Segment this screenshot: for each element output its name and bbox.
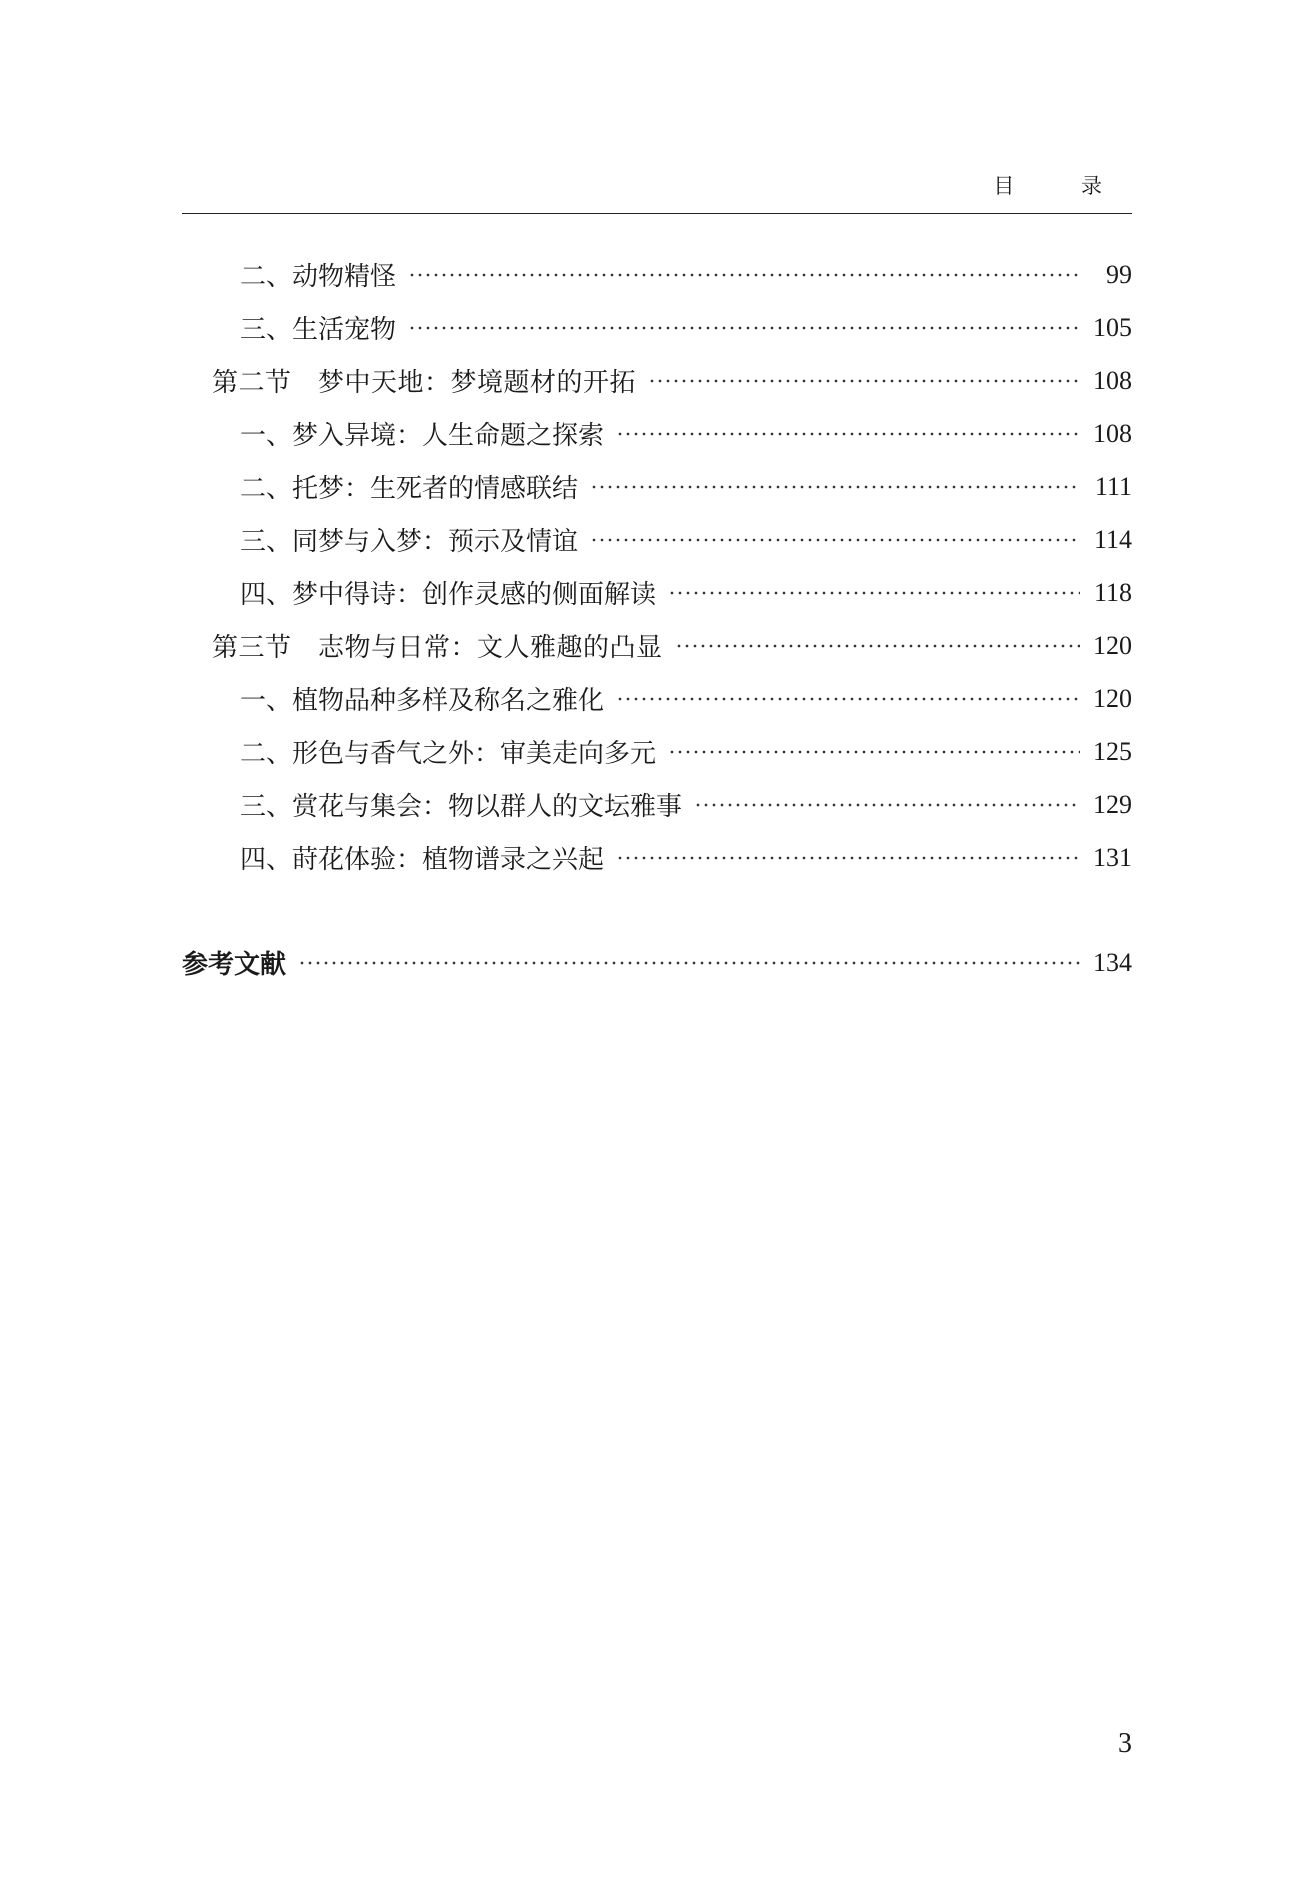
toc-entry-page: 131 (1093, 842, 1132, 872)
toc-entry[interactable] (182, 301, 1132, 354)
toc-entry-page: 125 (1093, 736, 1132, 766)
toc-entry-page: 99 (1106, 259, 1132, 289)
dot-leader (616, 856, 1080, 860)
toc-entry-page: 114 (1093, 524, 1132, 554)
toc-entry[interactable] (182, 248, 1132, 301)
toc-entry-label: 一、植物品种多样及称名之雅化 (240, 686, 605, 716)
toc-entry-label: 第三节 志物与日常：文人雅趣的凸显 (212, 633, 663, 663)
toc-entry-label: 三、生活宠物 (240, 315, 397, 345)
toc-entry-label: 二、动物精怪 (240, 262, 397, 292)
running-title: 目 录 (993, 174, 1132, 198)
toc-entry[interactable] (182, 513, 1132, 566)
dot-leader (616, 697, 1080, 701)
toc-main-entry[interactable] (182, 936, 1132, 989)
dot-leader (616, 432, 1080, 436)
toc-entry-page: 129 (1093, 789, 1132, 819)
toc-entry[interactable] (182, 778, 1132, 831)
toc-entry-label: 四、梦中得诗：创作灵感的侧面解读 (240, 580, 657, 610)
toc-entry-label: 三、赏花与集会：物以群人的文坛雅事 (240, 792, 683, 822)
toc-entry[interactable] (182, 407, 1132, 460)
toc-entry-page: 118 (1093, 577, 1132, 607)
toc-section-entry[interactable] (182, 619, 1132, 672)
toc-entry-label: 一、梦入异境：人生命题之探索 (240, 421, 605, 451)
toc-entry-label: 第二节 梦中天地：梦境题材的开拓 (212, 368, 637, 398)
toc-entry-label: 三、同梦与入梦：预示及情谊 (240, 527, 579, 557)
page-number: 3 (1118, 1728, 1132, 1759)
header-rule (182, 213, 1132, 214)
toc-entry[interactable] (182, 672, 1132, 725)
dot-leader (675, 644, 1080, 648)
toc-entry-label: 二、托梦：生死者的情感联结 (240, 474, 579, 504)
dot-leader (668, 591, 1080, 595)
dot-leader (668, 750, 1080, 754)
toc-entry-label: 二、形色与香气之外：审美走向多元 (240, 739, 657, 769)
dot-leader (590, 538, 1080, 542)
dot-leader (408, 273, 1080, 277)
toc-section-entry[interactable] (182, 354, 1132, 407)
toc-entry-page: 111 (1094, 471, 1132, 501)
dot-leader (590, 485, 1080, 489)
toc-entry-label: 四、莳花体验：植物谱录之兴起 (240, 845, 605, 875)
toc-entry-page: 120 (1093, 683, 1132, 713)
dot-leader (694, 803, 1080, 807)
toc-entry[interactable] (182, 566, 1132, 619)
dot-leader (408, 326, 1080, 330)
dot-leader (648, 379, 1080, 383)
toc-entry-page: 120 (1093, 630, 1132, 660)
table-of-contents (182, 248, 1132, 989)
toc-entry-label: 参考文献 (182, 950, 287, 980)
toc-entry-page: 108 (1093, 365, 1132, 395)
toc-entry-page: 108 (1093, 418, 1132, 448)
toc-entry-page: 105 (1093, 312, 1132, 342)
toc-entry[interactable] (182, 725, 1132, 778)
toc-entry-page: 134 (1093, 947, 1132, 977)
toc-entry[interactable] (182, 831, 1132, 884)
dot-leader (298, 961, 1080, 965)
toc-entry[interactable] (182, 460, 1132, 513)
